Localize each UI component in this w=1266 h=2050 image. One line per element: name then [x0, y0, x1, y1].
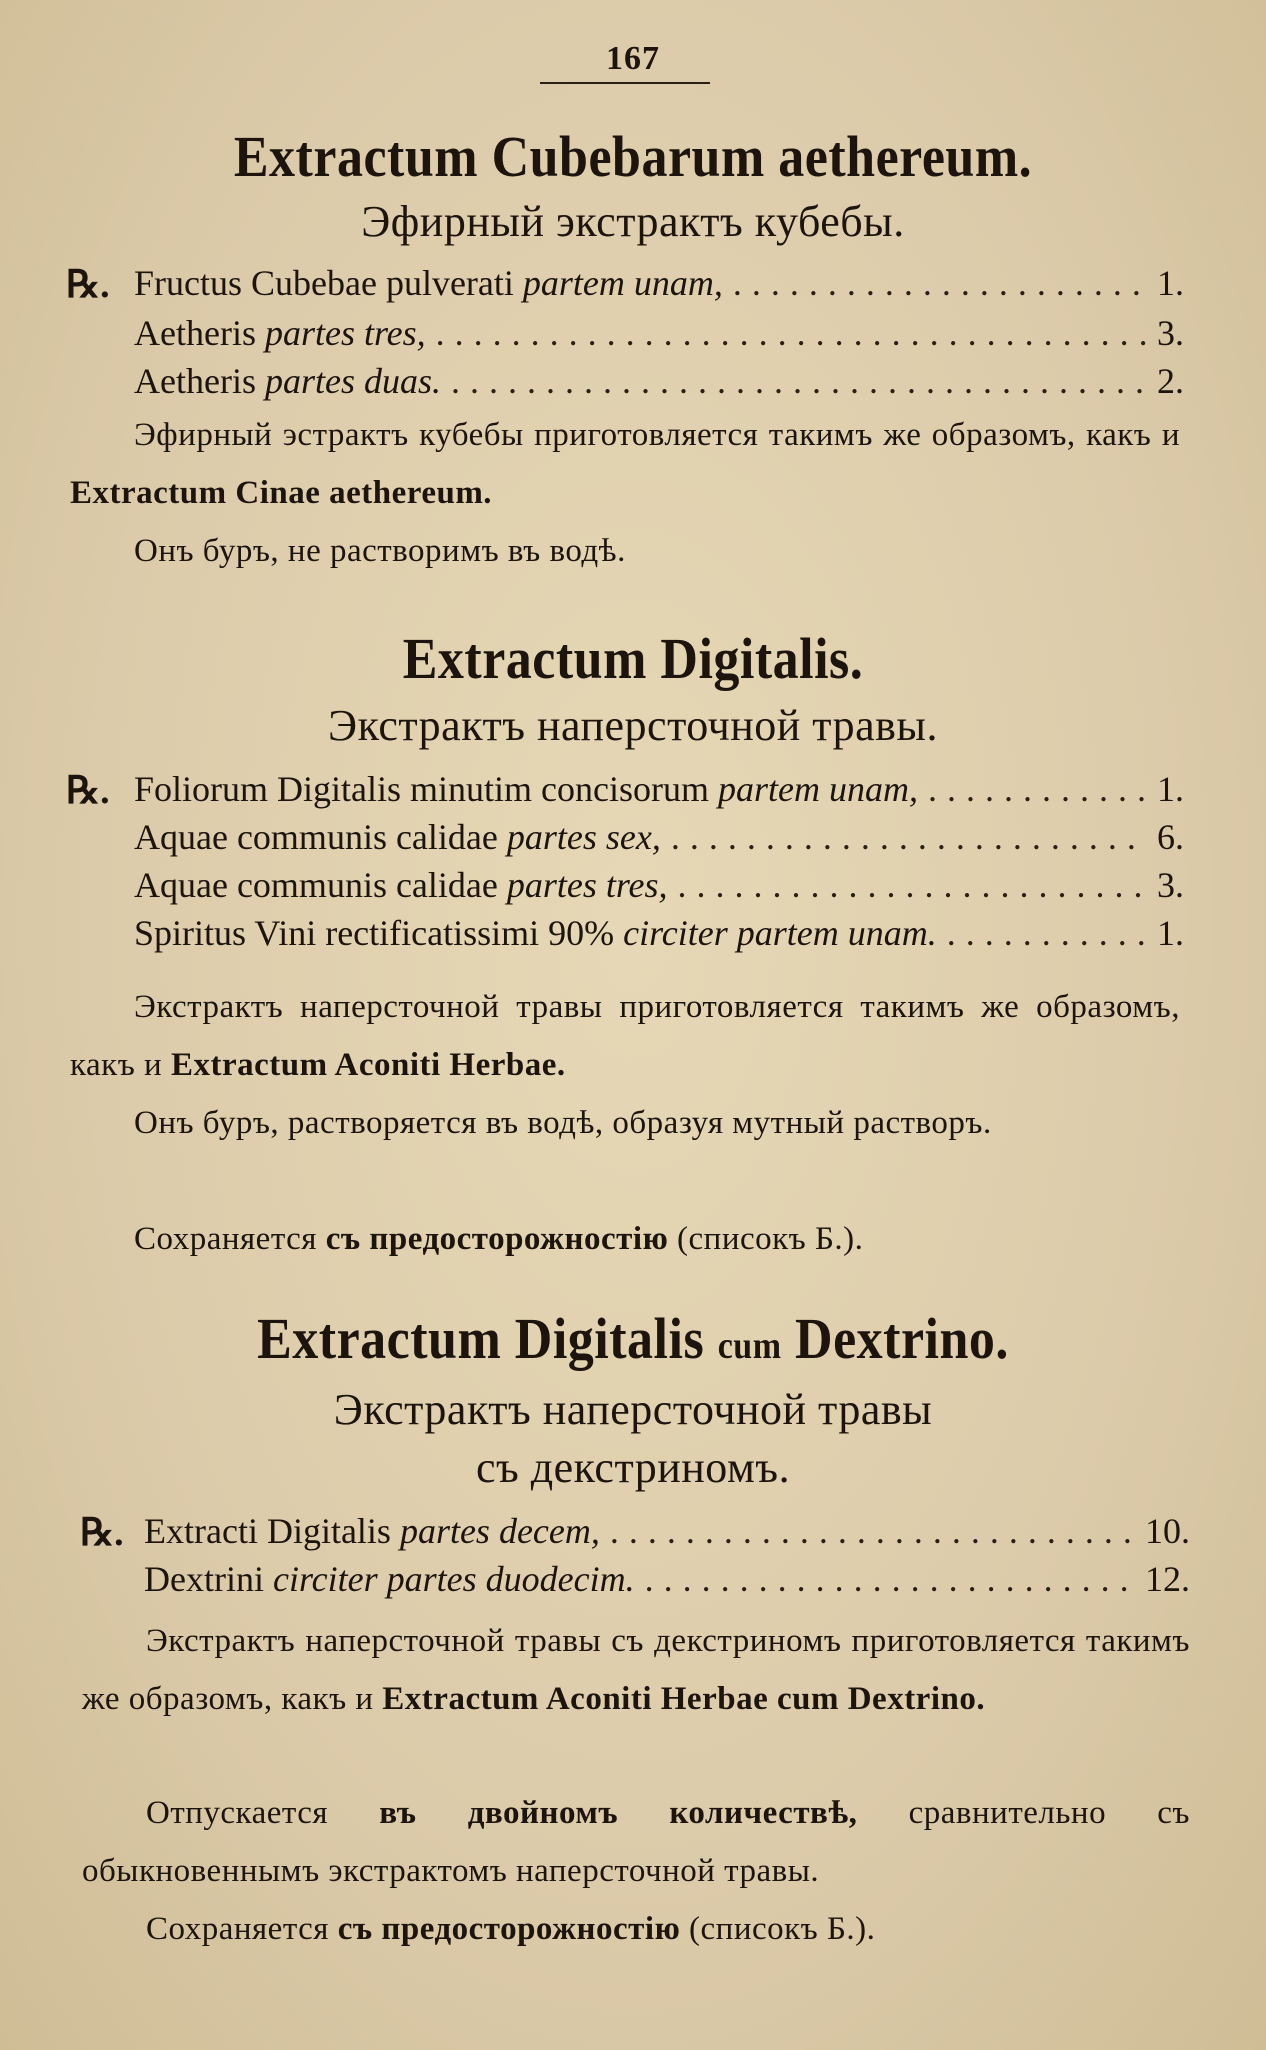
ingredient-name: Extracti Digitalis	[144, 1511, 391, 1551]
ingredient-qty: 6.	[1157, 817, 1184, 857]
storage-list: (списокъ Б.).	[677, 1221, 864, 1257]
ingredient-amount: circiter partes duodecim.	[272, 1559, 635, 1599]
paragraph-storage	[82, 1900, 1190, 1958]
section-subtitle-line2: съ декстриномъ.	[475, 1443, 791, 1492]
paragraph-properties: Онъ буръ, растворяется въ водѣ, образуя мутный растворъ.	[134, 1105, 992, 1141]
ingredient-qty: 1.	[1157, 769, 1184, 809]
dispensing-rest: сравнительно съ обыкновеннымъ экстрактомъ наперсточной травы.	[82, 1795, 1190, 1889]
section-title-digitalis: Extractum Digitalis.	[402, 627, 864, 692]
ingredient-name: Spiritus Vini rectificatissimi 90%	[134, 913, 615, 953]
title-main: Extractum Digitalis	[257, 1307, 705, 1372]
paragraph-preparation	[70, 406, 1180, 522]
recipe-symbol: ℞.	[80, 1512, 124, 1554]
ingredient-name: Aetheris	[134, 361, 256, 401]
paragraph-text: Эфирный эстрактъ кубебы приготовляется такимъ же образомъ, какъ и	[134, 417, 1180, 453]
paragraph-properties: Онъ буръ, не растворимъ въ водѣ.	[134, 533, 626, 569]
page-number-rule	[540, 82, 710, 84]
ingredient-name: Foliorum Digitalis minutim concisorum	[134, 769, 709, 809]
paragraph-preparation	[70, 978, 1180, 1094]
paragraph-text: Экстрактъ наперсточной травы приготовляется такимъ же образомъ, какъ и	[70, 989, 1180, 1083]
ingredient-amount: partes tres,	[506, 865, 668, 905]
leader-dots	[451, 360, 1147, 402]
leader-dots	[671, 816, 1147, 858]
ingredient-qty: 3.	[1157, 865, 1184, 905]
storage-list: (списокъ Б.).	[689, 1911, 876, 1947]
storage-text: Сохраняется	[134, 1221, 317, 1257]
cross-reference: Extractum Aconiti Herbae.	[170, 1047, 566, 1083]
ingredient-line	[134, 768, 1184, 810]
ingredient-name: Aetheris	[134, 313, 256, 353]
cross-reference: Extractum Aconiti Herbae cum Dextrino.	[382, 1681, 986, 1717]
ingredient-line	[134, 262, 1184, 304]
ingredient-line	[134, 864, 1184, 906]
section-subtitle-digitalis: Экстрактъ наперсточной травы.	[328, 701, 938, 750]
section-title-cubebarum: Extractum Cubebarum aethereum.	[233, 125, 1033, 190]
ingredient-name: Dextrini	[144, 1559, 264, 1599]
leader-dots	[947, 912, 1147, 954]
ingredient-amount: partes duas.	[264, 361, 441, 401]
section-title-digitalis-dextrino	[0, 1306, 1266, 1372]
storage-text: Сохраняется	[146, 1911, 329, 1947]
dispensing-emphasis: въ двойномъ количествѣ,	[379, 1795, 858, 1831]
ingredient-line	[134, 912, 1184, 954]
ingredient-line	[134, 360, 1184, 402]
ingredient-amount: partes tres,	[264, 313, 426, 353]
title-end: Dextrino.	[795, 1307, 1009, 1372]
ingredient-name: Aquae communis calidae	[134, 817, 498, 857]
paragraph-preparation	[82, 1612, 1190, 1728]
paragraph-storage	[70, 1210, 1180, 1268]
ingredient-qty: 1.	[1157, 913, 1184, 953]
paragraph-dispensing	[82, 1784, 1190, 1900]
ingredient-qty: 10.	[1145, 1511, 1190, 1551]
ingredient-amount: circiter partem unam.	[623, 913, 937, 953]
storage-emphasis: съ предосторожностію	[325, 1221, 669, 1257]
storage-emphasis: съ предосторожностію	[337, 1911, 681, 1947]
ingredient-line	[134, 312, 1184, 354]
leader-dots	[610, 1510, 1135, 1552]
ingredient-line	[144, 1558, 1190, 1600]
cross-reference: Extractum Cinae aethereum.	[70, 475, 493, 511]
ingredient-qty: 1.	[1157, 263, 1184, 303]
recipe-symbol: ℞.	[66, 770, 110, 812]
ingredient-qty: 2.	[1157, 361, 1184, 401]
leader-dots	[436, 312, 1147, 354]
page-number: 167	[606, 40, 660, 77]
ingredient-name: Fructus Cubebae pulverati	[134, 263, 514, 303]
leader-dots	[733, 262, 1147, 304]
paragraph-text: Экстрактъ наперсточной травы съ декстриномъ приготовляется такимъ же образомъ, какъ и	[82, 1623, 1190, 1717]
section-subtitle-cubebarum: Эфирный экстрактъ кубебы.	[361, 197, 905, 246]
leader-dots	[928, 768, 1147, 810]
leader-dots	[645, 1558, 1135, 1600]
recipe-symbol: ℞.	[66, 264, 110, 306]
ingredient-qty: 3.	[1157, 313, 1184, 353]
ingredient-line	[134, 816, 1184, 858]
ingredient-qty: 12.	[1145, 1559, 1190, 1599]
ingredient-amount: partem unam,	[522, 263, 723, 303]
title-connector: cum	[717, 1325, 782, 1367]
ingredient-line	[144, 1510, 1190, 1552]
leader-dots	[678, 864, 1147, 906]
ingredient-amount: partem unam,	[717, 769, 918, 809]
ingredient-amount: partes sex,	[506, 817, 661, 857]
ingredient-name: Aquae communis calidae	[134, 865, 498, 905]
section-subtitle-line1: Экстрактъ наперсточной травы	[333, 1385, 933, 1434]
ingredient-amount: partes decem,	[399, 1511, 600, 1551]
dispensing-text: Отпускается	[146, 1795, 329, 1831]
